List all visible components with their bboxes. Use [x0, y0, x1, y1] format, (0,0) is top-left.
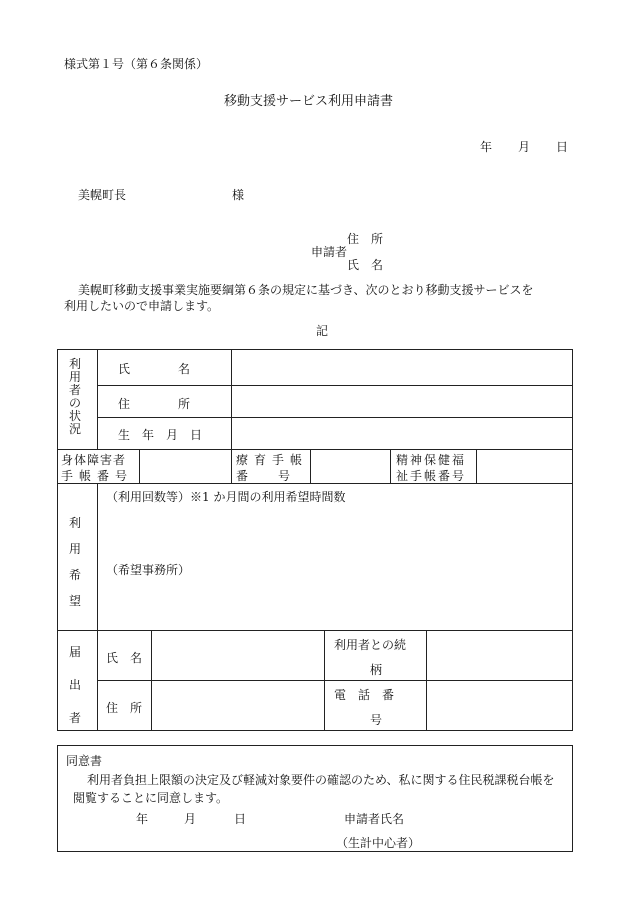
consent-household-label: （生計中心者） — [336, 836, 421, 850]
date-day: 日 — [556, 140, 569, 154]
form-number: 様式第１号（第６条関係） — [64, 57, 209, 71]
physical-cert-label-2: 手帳番号 — [61, 469, 134, 483]
usage-office-label: （希望事務所） — [106, 563, 191, 577]
notifier-relation-label-1: 利用者との続 — [334, 638, 407, 652]
ki-heading: 記 — [316, 324, 329, 338]
applicant-address-label: 住 所 — [347, 232, 384, 246]
notifier-side-label: 届出者 — [68, 645, 81, 725]
date-year: 年 — [480, 140, 493, 154]
body-text-line2: 利用したいので申請します。 — [64, 299, 220, 313]
consent-date-month: 月 — [184, 812, 197, 826]
notifier-name-label: 氏 名 — [106, 651, 143, 665]
page-title: 移動支援サービス利用申請書 — [224, 94, 394, 109]
mental-cert-label-1: 精神保健福 — [396, 453, 467, 467]
ryoiku-cert-label-2: 番 号 — [236, 469, 293, 483]
date-month: 月 — [518, 140, 531, 154]
user-dob-label: 生 年 月 日 — [118, 428, 203, 442]
notifier-relation-label-2: 柄 — [370, 663, 383, 677]
consent-date-day: 日 — [234, 812, 247, 826]
notifier-phone-label-2: 号 — [370, 713, 383, 727]
notifier-address-label: 住 所 — [106, 701, 143, 715]
user-address-label: 住 所 — [118, 397, 191, 411]
addressee-honorific: 様 — [232, 188, 245, 202]
consent-date-year: 年 — [136, 812, 149, 826]
applicant-name-label: 氏 名 — [347, 258, 384, 272]
user-status-side-label: 利用者の状況 — [68, 357, 81, 436]
usage-count-label: （利用回数等）※1 か月間の利用希望時間数 — [106, 490, 346, 504]
user-name-label: 氏 名 — [118, 362, 191, 376]
notifier-phone-label-1: 電 話 番 — [334, 688, 395, 702]
physical-cert-label-1: 身体障害者 — [61, 453, 127, 467]
body-text-line1: 美幌町移動支援事業実施要綱第６条の規定に基づき、次のとおり移動支援サービスを — [78, 283, 534, 297]
addressee-name: 美幌町長 — [78, 188, 127, 202]
ryoiku-cert-label-1: 療育手帳 — [236, 453, 309, 467]
usage-side-label: 利用希望 — [68, 516, 81, 608]
consent-text-line1: 利用者負担上限額の決定及び軽減対象要件の確認のため、私に関する住民税課税台帳を — [87, 773, 555, 787]
consent-title: 同意書 — [66, 754, 103, 768]
mental-cert-label-2: 祉手帳番号 — [396, 469, 467, 483]
consent-signer-label: 申請者氏名 — [344, 812, 405, 826]
applicant-label: 申請者 — [311, 245, 348, 259]
consent-text-line2: 閲覧することに同意します。 — [73, 791, 229, 805]
